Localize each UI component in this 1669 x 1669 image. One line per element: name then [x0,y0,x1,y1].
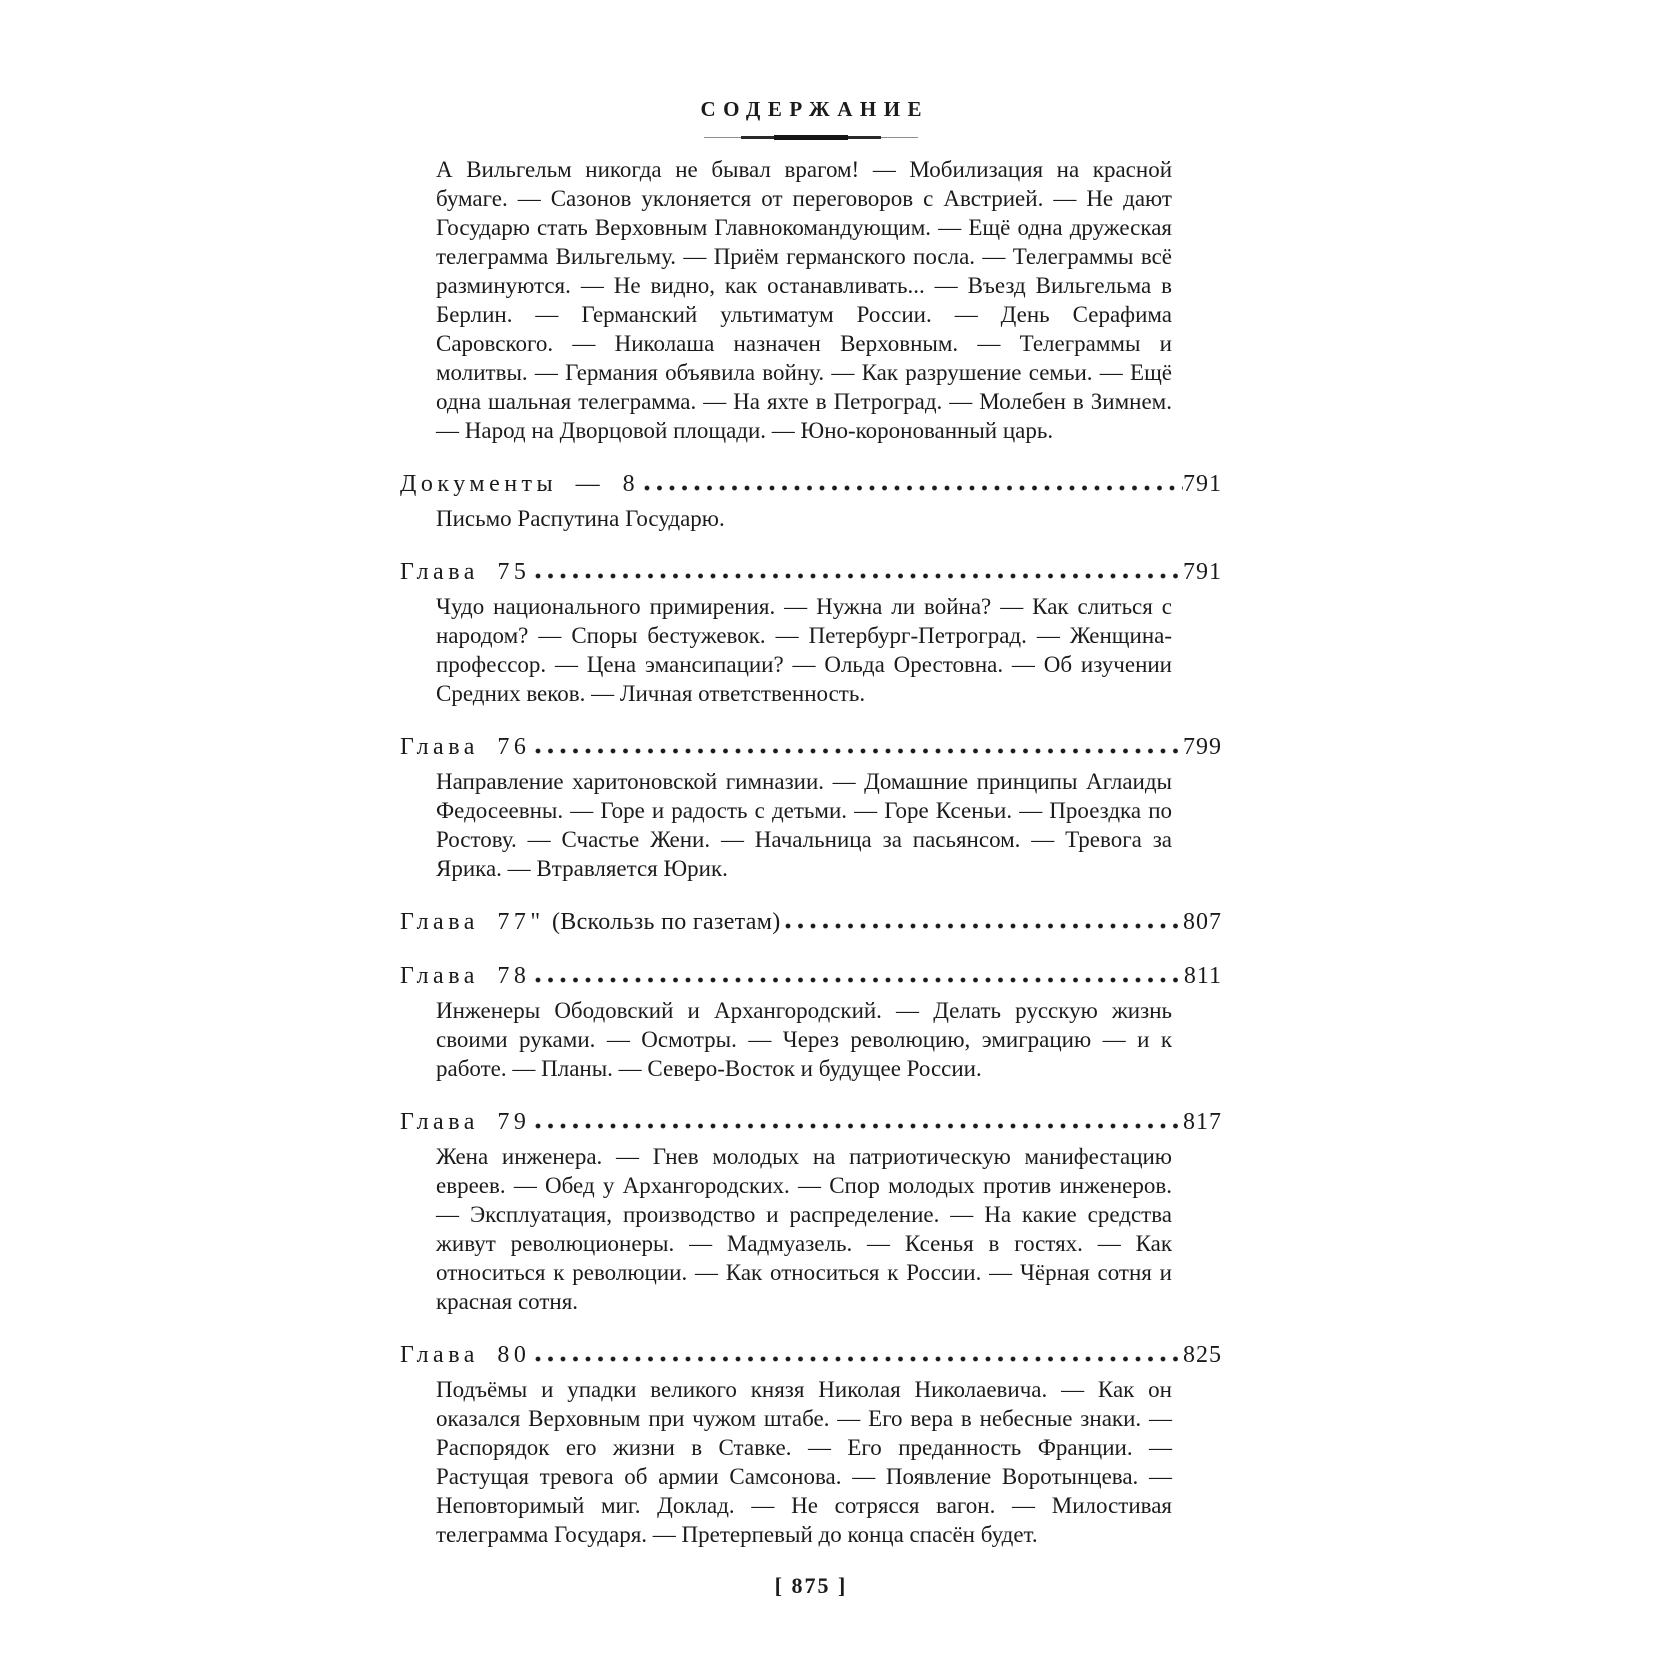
toc-entry [400,905,1222,937]
toc-entry-title: Глава 79 [400,1109,531,1135]
chapter-summary-continuation: А Вильгельм никогда не бывал врагом! — Мобилизация на красной бумаге. — Сазонов уклоняется от переговоров с Австрией. — Не дают Государю стать Верховным Главнокомандующим. — Ещё одна дружеская телеграмма Вильгельму. — Приём германского посла. — Телеграммы всё разминуются. — Не видно, как останавливать... — Въезд Вильгельма в Берлин. — Германский ультиматум России. — День Серафима Саровского. — Николаша назначен Верховным. — Телеграммы и молитвы. — Германия объявила войну. — Как разрушение семьи. — Ещё одна шальная телеграмма. — На яхте в Петроград. — Молебен в Зимнем. — Народ на Дворцовой площади. — Юно-коронованный царь. [436,157,1172,443]
dot-leader [644,467,1183,491]
toc-entry-description: Жена инженера. — Гнев молодых на патриотическую манифестацию евреев. — Обед у Архангородских. — Спор молодых против инженеров. — Эксплуатация, производство и распределение. — На какие средства живут революционеры. — Мадмуазель. — Ксенья в гостях. — Как относиться к революции. — Как относиться к России. — Чёрная сотня и красная сотня. [436,1144,1172,1314]
toc-entry-title: Глава 76 [400,734,531,760]
toc-page-content [400,0,1222,1599]
toc-entry-page-number: 825 [1183,1342,1222,1368]
toc-entry-subtitle: (Вскользь по газетам) [545,909,781,935]
toc-entry-page-number: 799 [1183,734,1222,760]
toc-entry [400,467,1222,533]
toc-entry [400,730,1222,883]
toc-entry-row [400,467,1222,499]
toc-entry-page-number: 817 [1183,1109,1222,1135]
toc-entry-page-number: 791 [1183,471,1222,497]
toc-entry-title: Глава 80 [400,1342,531,1368]
toc-entry-description: Подъёмы и упадки великого князя Николая Николаевича. — Как он оказался Верховным при чужом штабе. — Его вера в небесные знаки. — Распорядок его жизни в Ставке. — Его преданность Франции. — Растущая тревога об армии Самсонова. — Появление Воротынцева. — Неповторимый миг. Доклад. — Не сотрясся вагон. — Милостивая телеграмма Государя. — Претерпевый до конца спасён будет. [436,1377,1172,1547]
toc-entry-title: Документы — 8 [400,471,640,497]
toc-entry-row [400,730,1222,762]
toc-entry-title: Глава 77" [400,909,545,935]
toc-entry-row [400,959,1222,991]
dot-leader [535,959,1184,983]
toc-entry-page-number: 811 [1183,963,1222,989]
toc-entry [400,555,1222,708]
divider-thick-line [774,135,848,140]
toc-entry-page-number: 791 [1183,559,1222,585]
toc-entry-row [400,1105,1222,1137]
dot-leader [535,730,1183,754]
toc-entry [400,1338,1222,1549]
dot-leader [535,1105,1183,1129]
toc-entry-description: Инженеры Ободовский и Архангородский. — Делать русскую жизнь своими руками. — Осмотры. — Через революцию, эмиграцию — и к работе. — Планы. — Северо-Восток и будущее России. [436,998,1172,1081]
toc-entry-title: Глава 75 [400,559,531,585]
toc-entry-row [400,905,1222,937]
title-divider [704,135,918,140]
toc-entry-description: Письмо Распутина Государю. [436,506,725,531]
toc-entry [400,959,1222,1083]
toc-entry-page-number: 807 [1183,909,1222,935]
toc-entry-row [400,555,1222,587]
dot-leader [535,555,1183,579]
toc-entry-title: Глава 78 [400,963,531,989]
page-title: СОДЕРЖАНИЕ [700,97,930,121]
toc-entry [400,1105,1222,1316]
dot-leader [535,1338,1183,1362]
toc-entry-list [400,467,1222,1549]
toc-entry-description: Чудо национального примирения. — Нужна ли война? — Как слиться с народом? — Споры бестужевок. — Петербург-Петроград. — Женщина-профессор. — Цена эмансипации? — Ольда Орестовна. — Об изучении Средних веков. — Личная ответственность. [436,594,1172,706]
toc-entry-row [400,1338,1222,1370]
toc-entry-description: Направление харитоновской гимназии. — Домашние принципы Аглаиды Федосеевны. — Горе и радость с детьми. — Горе Ксеньи. — Проездка по Ростову. — Счастье Жени. — Начальница за пасьянсом. — Тревога за Ярика. — Втравляется Юрик. [436,769,1172,881]
dot-leader [785,905,1183,929]
page-number: [ 875 ] [774,1573,848,1598]
